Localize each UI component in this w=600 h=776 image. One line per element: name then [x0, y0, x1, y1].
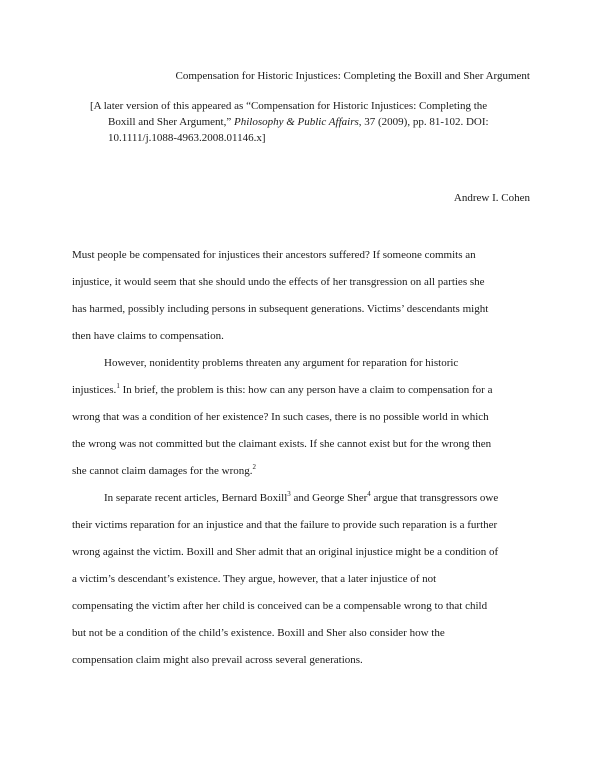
footnote-ref-1[interactable]: 1 — [116, 382, 120, 390]
body-line: wrong against the victim. Boxill and Sher admit that an original injustice might be a condition of — [72, 546, 499, 558]
author-name: Andrew I. Cohen — [453, 192, 530, 204]
body-line: but not be a condition of the child’s existence. Boxill and Sher also consider how the — [72, 627, 445, 639]
note-line-3-doi: 10.1111/j.1088-4963.2008.01146.x] — [108, 132, 266, 144]
body-line: a victim’s descendant’s existence. They argue, however, that a later injustice of not — [72, 573, 437, 585]
body-text: argue that transgressors owe — [370, 492, 499, 504]
body-line — [72, 377, 528, 404]
body-text: injustices. — [72, 384, 117, 396]
note-line-2-prefix: Boxill and Sher Argument,” — [108, 116, 232, 128]
note-line-2-suffix: , 37 (2009), pp. 81-102. DOI: — [358, 116, 489, 128]
document-body — [72, 242, 528, 674]
body-text: In brief, the problem is this: how can any person have a claim to compensation for a — [119, 384, 493, 396]
journal-name: Philosophy & Public Affairs — [233, 116, 359, 128]
body-text: and George Sher — [290, 492, 368, 504]
footnote-ref-3[interactable]: 3 — [287, 490, 291, 498]
body-line: compensating the victim after her child is conceived can be a compensable wrong to that child — [72, 600, 488, 612]
body-text: she cannot claim damages for the wrong. — [72, 465, 253, 477]
body-line: the wrong was not committed but the claimant exists. If she cannot exist but for the wrong then — [72, 438, 492, 450]
publication-note — [90, 98, 530, 146]
footnote-ref-2[interactable]: 2 — [252, 463, 257, 471]
note-line-1: [A later version of this appeared as “Compensation for Historic Injustices: Completing the — [90, 100, 488, 112]
body-line: their victims reparation for an injustice and that the failure to provide such reparation is a further — [72, 519, 498, 531]
body-line: then have claims to compensation. — [72, 330, 224, 342]
body-line: compensation claim might also prevail across several generations. — [72, 654, 363, 666]
body-line: injustice, it would seem that she should undo the effects of her transgression on all parties she — [72, 276, 485, 288]
note-line-2 — [90, 114, 530, 130]
body-line — [72, 485, 528, 512]
body-line: Must people be compensated for injustices their ancestors suffered? If someone commits an — [72, 249, 476, 261]
body-text: In separate recent articles, Bernard Boxill — [104, 492, 288, 504]
body-line: However, nonidentity problems threaten any argument for reparation for historic — [104, 357, 459, 369]
footnote-ref-4[interactable]: 4 — [367, 490, 371, 498]
body-line — [72, 458, 528, 485]
body-line: has harmed, possibly including persons in subsequent generations. Victims’ descendants might — [72, 303, 489, 315]
document-title: Compensation for Historic Injustices: Completing the Boxill and Sher Argument — [175, 70, 530, 82]
body-line: wrong that was a condition of her existence? In such cases, there is no possible world in which — [72, 411, 489, 423]
